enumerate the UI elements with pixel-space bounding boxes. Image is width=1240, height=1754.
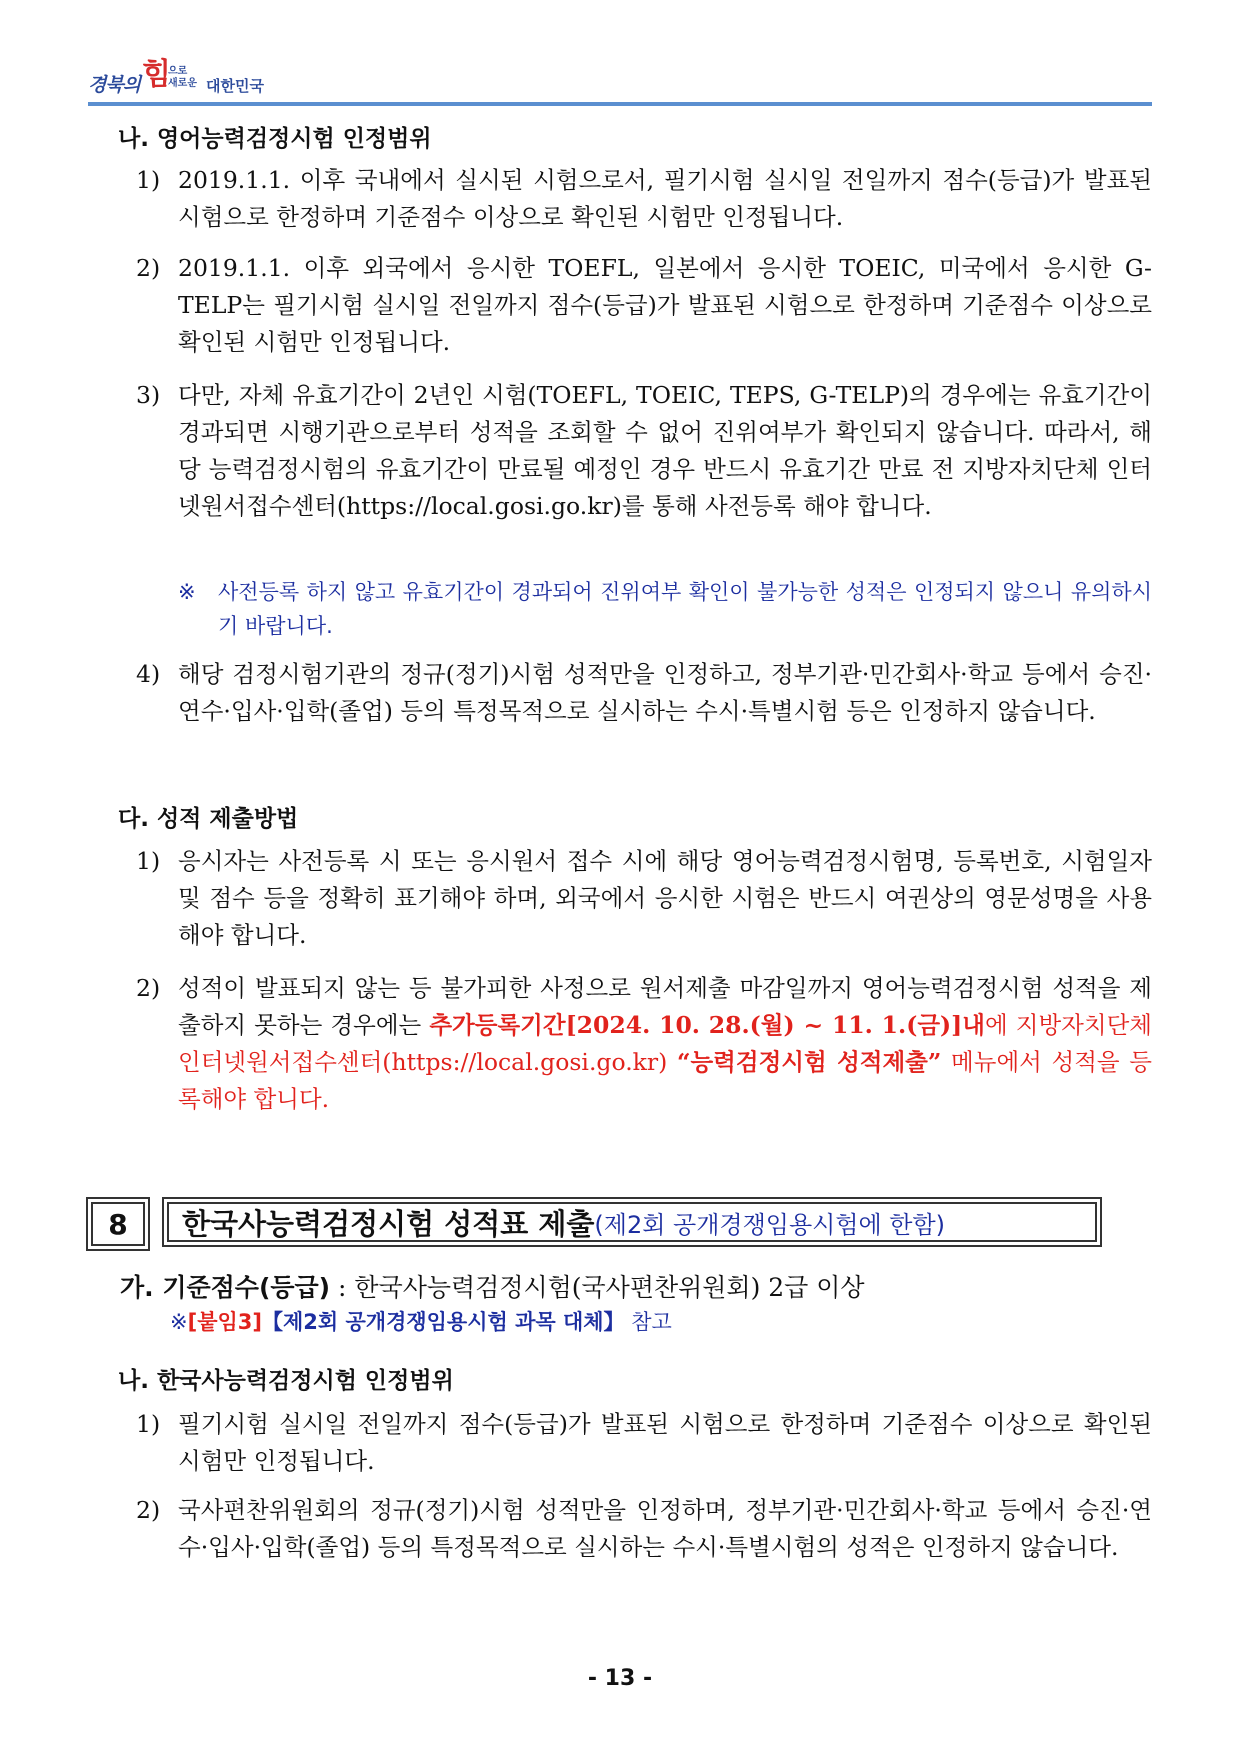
english-scope-item-2: 2) 2019.1.1. 이후 외국에서 응시한 TOEFL, 일본에서 응시한 TOEIC, 미국에서 응시한 G-TELP는 필기시험 실시일 전일까지 점수(등급)가 발표된 시험으로 한정하며 기준점수 이상으로 확인된 시험만 인정됩니다. [136,254,1152,356]
korean-history-item-2: 2) 국사편찬위원회의 정규(정기)시험 성적만을 인정하며, 정부기관·민간회사·학교 등에서 승진·연수·입사·입학(졸업) 등의 특정목적으로 실시하는 수시·특별시험의 성적은 인정하지 않습니다. [136,1496,1152,1561]
section-title-box [162,1197,1102,1247]
criteria-text: : 한국사능력검정시험(국사편찬위원회) 2급 이상 [330,1273,865,1302]
criteria-label: 가. 기준점수(등급) [120,1273,331,1302]
english-scope-note: ※ 사전등록 하지 않고 유효기간이 경과되어 진위여부 확인이 불가능한 성적은 인정되지 않으니 유의하시기 바랍니다. [178,580,1152,638]
logo-script-text: 경북의 [88,74,141,96]
menu-name-highlight: “능력검정시험 성적제출” [676,1048,942,1076]
header-rule [88,102,1152,106]
section-subtitle: (제2회 공개경쟁임용시험에 한함) [594,1210,946,1239]
korean-history-item-1: 1) 필기시험 실시일 전일까지 점수(등급)가 발표된 시험으로 한정하며 기준점수 이상으로 확인된 시험만 인정됩니다. [136,1410,1153,1475]
criteria-reference: ※[붙임3]【제2회 공개경쟁임용시험 과목 대체】 참고 [170,1310,672,1334]
heading-korean-history-scope: 나. 한국사능력검정시험 인정범위 [118,1368,454,1394]
logo-mark: 힘 [142,57,171,92]
page-number: - 13 - [587,1666,653,1691]
section-number-box: 8 [86,1197,150,1251]
logo-small-text: 으로 새로운 [168,66,197,89]
submission-item-2: 2) 성적이 발표되지 않는 등 불가피한 사정으로 원서제출 마감일까지 영어능력검정시험 성적을 제출하지 못하는 경우에는 추가등록기간[2024. 10. 28.(월) ~ 11. 1.(금)]내에 지방자치단체 인터넷원서접수센터(https://local.gosi.go.kr) “능력검정시험 성적제출” 메뉴에서 성적을 등록해야 합니다. [136,974,1152,1113]
logo-big-text: 대한민국 [206,77,264,95]
additional-registration-period: 추가등록기간[2024. 10. 28.(월) ~ 11. 1.(금)]내 [429,1011,985,1039]
header-logo [88,57,388,104]
submission-item-1: 1) 응시자는 사전등록 시 또는 응시원서 접수 시에 해당 영어능력검정시험명, 등록번호, 시험일자 및 점수 등을 정확히 표기해야 하며, 외국에서 응시한 시험은 반드시 여권상의 영문성명을 사용해야 합니다. [136,847,1152,949]
english-scope-item-3: 3) 다만, 자체 유효기간이 2년인 시험(TOEFL, TOEIC, TEPS, G-TELP)의 경우에는 유효기간이 경과되면 시행기관으로부터 성적을 조회할 수 없어 진위여부가 확인되지 않습니다. 따라서, 해당 능력검정시험의 유효기간이 만료될 예정인 경우 반드시 유효기간 만료 전 지방자치단체 인터넷원서접수센터(https://local.gosi.go.kr)를 통해 사전등록 해야 합니다. [136,381,1152,520]
section-title: 한국사능력검정시험 성적표 제출 [182,1206,595,1241]
criteria-line [120,1268,865,1304]
heading-submission-method: 다. 성적 제출방법 [118,806,299,832]
attachment-ref: [붙임3] [187,1310,262,1334]
heading-english-scope: 나. 영어능력검정시험 인정범위 [118,126,432,152]
english-scope-item-4: 4) 해당 검정시험기관의 정규(정기)시험 성적만을 인정하고, 정부기관·민간회사·학교 등에서 승진·연수·입사·입학(졸업) 등의 특정목적으로 실시하는 수시·특별시험 등은 인정하지 않습니다. [136,660,1152,725]
english-scope-item-1: 1) 2019.1.1. 이후 국내에서 실시된 시험으로서, 필기시험 실시일 전일까지 점수(등급)가 발표된 시험으로 한정하며 기준점수 이상으로 확인된 시험만 인정됩니다. [136,166,1152,231]
